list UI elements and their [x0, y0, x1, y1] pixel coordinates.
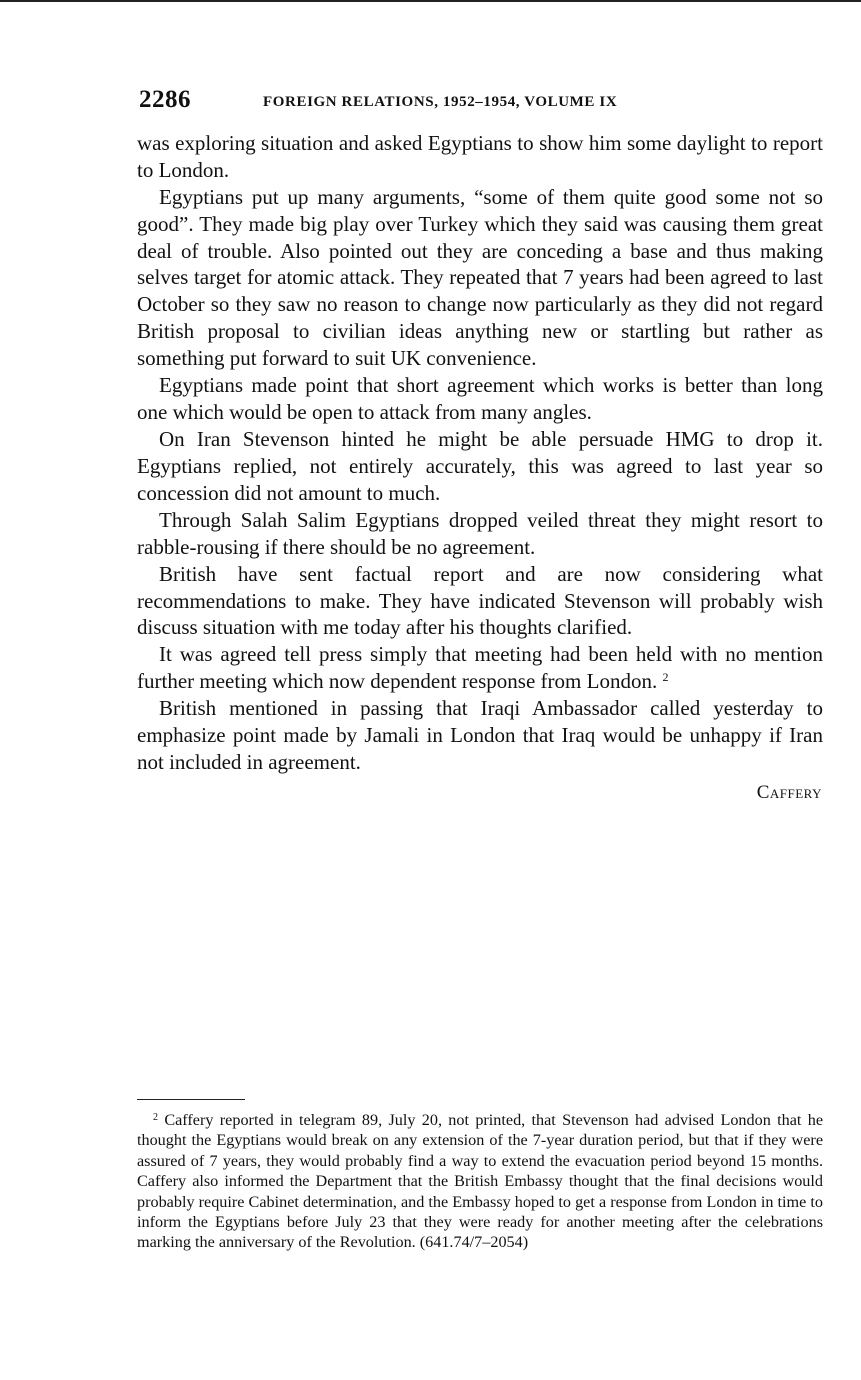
paragraph: Egyptians put up many arguments, “some of them quite good some not so good”. They made big play over Turkey which they said was causing them great deal of trouble. Also pointed out they are conceding a base and thus making selves target for atomic attack. They repeated that 7 years had been agreed to last October so they saw no reason to change now particularly as they did not regard British proposal to civilian ideas anything new or startling but rather as something put forward to suit UK convenience.	[137, 184, 823, 370]
paragraph: On Iran Stevenson hinted he might be able persuade HMG to drop it. Egyptians replied, not entirely accurately, this was agreed to last year so concession did not amount to much.	[137, 426, 823, 505]
footnote	[137, 1110, 823, 1253]
running-title: FOREIGN RELATIONS, 1952–1954, VOLUME IX	[263, 94, 618, 110]
page-number: 2286	[139, 86, 191, 113]
document-body	[137, 130, 823, 807]
paragraph: British mentioned in passing that Iraqi Ambassador called yesterday to emphasize point made by Jamali in London that Iraq would be unhappy if Iran not included in agreement.	[137, 696, 823, 775]
paragraph: British have sent factual report and are now considering what recommendations to make. They have indicated Stevenson will probably wish discuss situation with me today after his thoughts clarified.	[137, 561, 823, 640]
page-top-edge	[0, 0, 861, 2]
paragraph-text: It was agreed tell press simply that meeting had been held with no mention further meeting which now dependent response from London.	[137, 642, 823, 694]
footnote-marker: 2	[153, 1112, 158, 1123]
signature: Caffery	[756, 781, 822, 803]
paragraph: was exploring situation and asked Egyptians to show him some daylight to report to London.	[137, 131, 823, 182]
paragraph: Egyptians made point that short agreement which works is better than long one which would be open to attack from many angles.	[137, 372, 823, 424]
footnote-text: Caffery reported in telegram 89, July 20, not printed, that Stevenson had advised London that he thought the Egyptians would break on any extension of the 7-year duration period, but that if they were assured of 7 years, they would probably find a way to extend the evacuation period beyond 15 months. Caffery also informed the Department that the British Embassy thought that the final decisions would probably require Cabinet determination, and the Embassy hoped to get a response from London in time to inform the Egyptians before July 23 that they were ready for another meeting after the celebrations marking the anniversary of the Revolution. (641.74/7–2054)	[137, 1111, 823, 1252]
paragraph: Through Salah Salim Egyptians dropped veiled threat they might resort to rabble-rousing if there should be no agreement.	[137, 507, 823, 559]
footnote-divider	[137, 1099, 245, 1100]
paragraph-with-footnote	[137, 641, 823, 695]
page-header	[139, 86, 822, 116]
footnote-reference[interactable]: 2	[662, 670, 669, 685]
